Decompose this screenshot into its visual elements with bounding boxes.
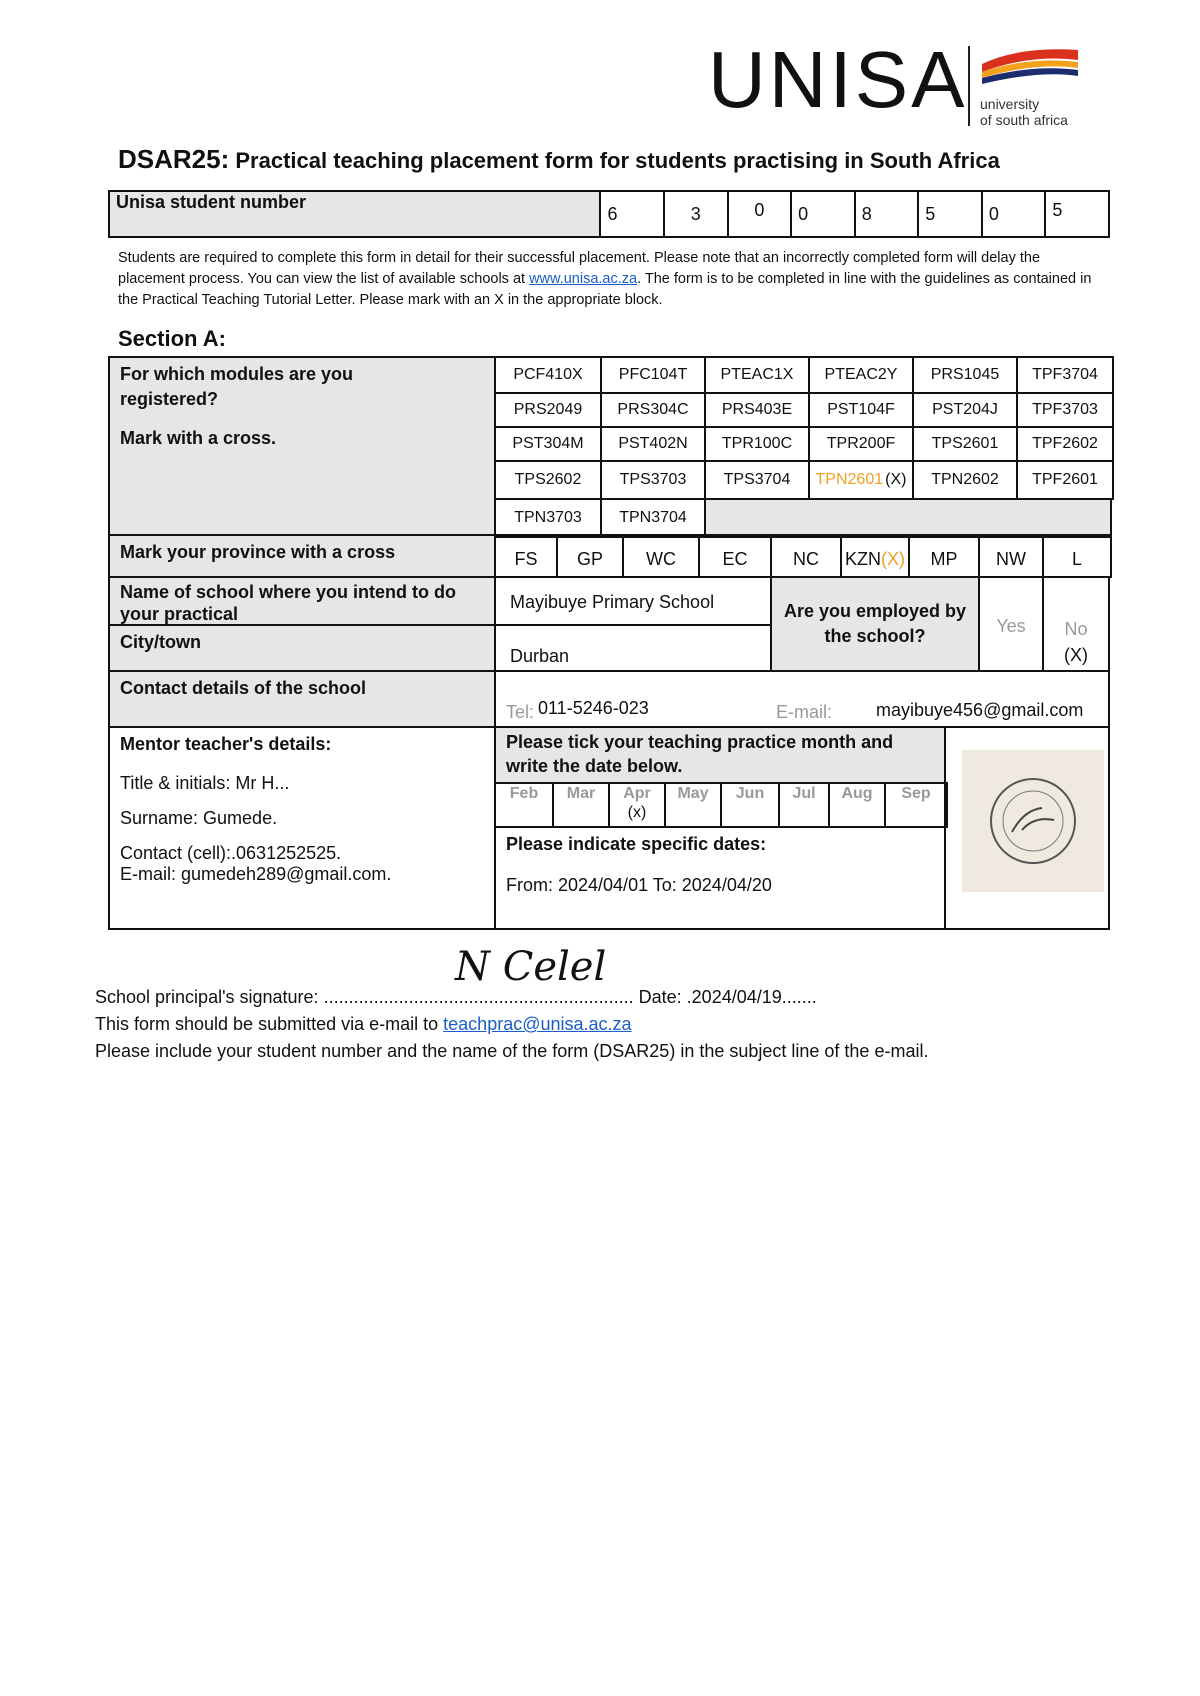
module-option-pst402n[interactable] [600, 426, 706, 462]
email-label: E-mail: [776, 702, 833, 722]
module-code: TPF3704 [1032, 366, 1098, 383]
month-label: May [677, 785, 709, 802]
mentor-title[interactable]: Title & initials: Mr H... [120, 773, 290, 793]
module-code: TPN3704 [619, 509, 687, 526]
month-label: Sep [901, 785, 931, 802]
module-code: TPF2602 [1032, 435, 1098, 452]
module-code: TPN2602 [931, 471, 999, 488]
module-option-tpf3703[interactable] [1016, 392, 1114, 428]
month-option-mar[interactable] [552, 782, 610, 828]
month-label: Apr [623, 785, 651, 802]
module-option-pst104f[interactable] [808, 392, 914, 428]
module-option-tpf2601[interactable] [1016, 460, 1114, 500]
month-option-sep[interactable] [884, 782, 948, 828]
month-option-jul[interactable] [778, 782, 830, 828]
month-option-feb[interactable] [494, 782, 554, 828]
practice-month-label: Please tick your teaching practice month and write the date below. [494, 726, 946, 784]
module-empty-cell [704, 498, 1112, 538]
mentor-contact[interactable]: Contact (cell):.0631252525. [120, 843, 342, 863]
employed-no-label: No [1064, 619, 1088, 639]
student-digit[interactable]: 5 [918, 191, 982, 237]
school-name-field[interactable]: Mayibuye Primary School [494, 576, 772, 626]
unisa-website-link[interactable]: www.unisa.ac.za [529, 271, 638, 287]
contact-field [494, 670, 1110, 728]
province-code: WC [646, 549, 676, 569]
module-code: TPF3703 [1032, 401, 1098, 418]
province-option-wc[interactable] [622, 534, 700, 578]
mentor-surname[interactable]: Surname: Gumede. [120, 808, 278, 828]
province-option-nc[interactable] [770, 534, 842, 578]
school-stamp-seal-icon [962, 750, 1104, 892]
module-option-tpf3704[interactable] [1016, 356, 1114, 394]
province-code: FS [514, 549, 538, 569]
province-label: Mark your province with a cross [108, 534, 496, 578]
form-footer [95, 944, 929, 1065]
province-option-mp[interactable] [908, 534, 980, 578]
module-option-tpr200f[interactable] [808, 426, 914, 462]
module-code: PTEAC2Y [824, 366, 898, 383]
module-code: PCF410X [513, 366, 583, 383]
module-code: PST204J [932, 401, 998, 418]
province-option-l[interactable] [1042, 534, 1112, 578]
signature-dots: ........................ [513, 987, 634, 1007]
mentor-email[interactable]: E-mail: gumedeh289@gmail.com. [120, 864, 392, 884]
instructions-paragraph [118, 248, 1098, 311]
month-label: Mar [566, 785, 596, 802]
mentor-label: Mentor teacher's details: [120, 734, 332, 754]
logo-sub-line2: of south africa [980, 112, 1068, 128]
month-label: Feb [509, 785, 539, 802]
province-selected-mark: (X) [881, 549, 905, 569]
module-option-tpf2602[interactable] [1016, 426, 1114, 462]
month-option-may[interactable] [664, 782, 722, 828]
contact-label: Contact details of the school [108, 670, 496, 728]
employed-yes-box[interactable]: Yes [978, 576, 1044, 672]
dates-value[interactable]: From: 2024/04/01 To: 2024/04/20 [506, 875, 772, 895]
intro-text-1: Students are required to complete this form in detail for their successful placement. Please note that an incorrectly completed form will delay the placement process. You can view the list of available schools at [118, 250, 1041, 287]
province-code: GP [576, 549, 603, 569]
form-code: DSAR25: [118, 144, 230, 174]
month-option-jun[interactable] [720, 782, 780, 828]
signature-dots: ...................................... [323, 987, 514, 1007]
modules-question: For which modules are you registered? [120, 364, 354, 409]
email-value[interactable]: mayibuye456@gmail.com [876, 700, 1084, 720]
section-a-heading: Section A: [118, 326, 226, 351]
school-name-label: Name of school where you intend to do your practical [108, 576, 496, 626]
module-option-prs304c[interactable] [600, 392, 706, 428]
module-option-pst204j[interactable] [912, 392, 1018, 428]
month-option-aug[interactable] [828, 782, 886, 828]
module-option-tps3703[interactable] [600, 460, 706, 500]
intro-text-2: . The form is to be completed in line with the guidelines as contained in the Practical Teaching Tutorial Letter. Please mark with an X in the appropriate block. [118, 271, 1092, 308]
month-selected-mark: (x) [627, 804, 647, 821]
employed-no-mark: (X) [1064, 645, 1088, 665]
logo-divider [968, 46, 970, 126]
module-code: PRS403E [721, 401, 793, 418]
mentor-details-cell [108, 726, 496, 930]
module-code: PST304M [512, 435, 584, 452]
province-code: L [1071, 549, 1082, 569]
student-digit[interactable]: 0 [982, 191, 1046, 237]
province-code: MP [930, 549, 958, 569]
logo-wordmark: UNISA [708, 35, 968, 124]
student-digit[interactable]: 3 [664, 191, 728, 237]
signature-label: School principal's signature: [95, 987, 324, 1007]
tel-label: Tel: [506, 702, 535, 722]
province-code: KZN [845, 549, 881, 569]
module-code: PRS1045 [930, 366, 1000, 383]
module-option-prs2049[interactable] [494, 392, 602, 428]
month-option-apr[interactable] [608, 782, 666, 828]
specific-dates-cell [494, 826, 946, 930]
module-code: TPN3703 [514, 509, 582, 526]
city-label: City/town [108, 624, 496, 672]
student-digit[interactable]: 5 [1045, 191, 1109, 237]
employed-question: Are you employed by the school? [770, 576, 980, 672]
module-option-tpn2602[interactable] [912, 460, 1018, 500]
module-selected-mark: (X) [885, 471, 907, 488]
employed-no-box[interactable] [1042, 576, 1110, 672]
module-code: PFC104T [618, 366, 688, 383]
province-option-fs[interactable] [494, 534, 558, 578]
logo-subtitle [980, 96, 1068, 128]
month-label: Jul [792, 785, 816, 802]
province-code: NC [793, 549, 819, 569]
module-option-pfc104t[interactable] [600, 356, 706, 394]
module-option-tps2602[interactable] [494, 460, 602, 500]
module-option-pteac1x[interactable] [704, 356, 810, 394]
student-digit[interactable]: 6 [600, 191, 664, 237]
module-code: PST402N [618, 435, 688, 452]
province-code: EC [722, 549, 748, 569]
student-digit[interactable]: 0 [791, 191, 855, 237]
submit-text: This form should be submitted via e-mail to [95, 1014, 444, 1034]
module-code: TPS3703 [619, 471, 687, 488]
school-stamp-cell [944, 726, 1110, 930]
province-option-nw[interactable] [978, 534, 1044, 578]
module-code: TPF2601 [1032, 471, 1098, 488]
module-option-pcf410x[interactable] [494, 356, 602, 394]
module-code: TPR200F [826, 435, 896, 452]
province-option-ec[interactable] [698, 534, 772, 578]
signature-line [95, 944, 928, 1011]
module-option-tps3704[interactable] [704, 460, 810, 500]
module-code: PRS2049 [513, 401, 583, 418]
unisa-flag-logo-icon [980, 44, 1080, 94]
module-code: PTEAC1X [720, 366, 794, 383]
city-field[interactable]: Durban [494, 624, 772, 672]
principal-signature: N Celel [455, 944, 607, 990]
form-title [118, 144, 1000, 175]
module-option-tpn3703[interactable] [494, 498, 602, 538]
school-stamp [962, 750, 1104, 892]
module-option-tps2601[interactable] [912, 426, 1018, 462]
student-digit[interactable]: 0 [728, 191, 792, 237]
modules-instruction: Mark with a cross. [120, 428, 277, 448]
province-code: NW [996, 549, 1026, 569]
form-title-text: Practical teaching placement form for students practising in South Africa [235, 148, 1000, 173]
module-option-tpr100c[interactable] [704, 426, 810, 462]
module-code: TPR100C [721, 435, 793, 452]
month-label: Jun [735, 785, 765, 802]
module-option-prs403e[interactable] [704, 392, 810, 428]
module-code: TPS2602 [514, 471, 582, 488]
student-digit[interactable]: 8 [855, 191, 919, 237]
module-option-pst304m[interactable] [494, 426, 602, 462]
module-option-pteac2y[interactable] [808, 356, 914, 394]
module-code: TPN2601 [815, 471, 884, 488]
submit-line [95, 1011, 928, 1038]
module-option-tpn2601[interactable] [808, 460, 914, 500]
province-option-gp[interactable] [556, 534, 624, 578]
dates-label: Please indicate specific dates: [506, 834, 767, 854]
logo-sub-line1: university [980, 96, 1040, 112]
module-code: TPS2601 [931, 435, 999, 452]
include-line: Please include your student number and the name of the form (DSAR25) in the subject line of the e-mail. [95, 1041, 929, 1061]
province-option-kzn[interactable] [840, 534, 910, 578]
module-option-tpn3704[interactable] [600, 498, 706, 538]
student-number-table [108, 190, 1110, 238]
module-code: PST104F [827, 401, 895, 418]
month-label: Aug [841, 785, 873, 802]
modules-label-cell [108, 356, 496, 536]
date-field[interactable]: Date: .2024/04/19....... [633, 987, 817, 1007]
submit-email-link[interactable]: teachprac@unisa.ac.za [443, 1014, 632, 1034]
module-code: PRS304C [617, 401, 689, 418]
tel-value[interactable]: 011-5246-023 [538, 698, 649, 718]
module-option-prs1045[interactable] [912, 356, 1018, 394]
student-number-label: Unisa student number [109, 191, 600, 237]
module-code: TPS3704 [723, 471, 791, 488]
